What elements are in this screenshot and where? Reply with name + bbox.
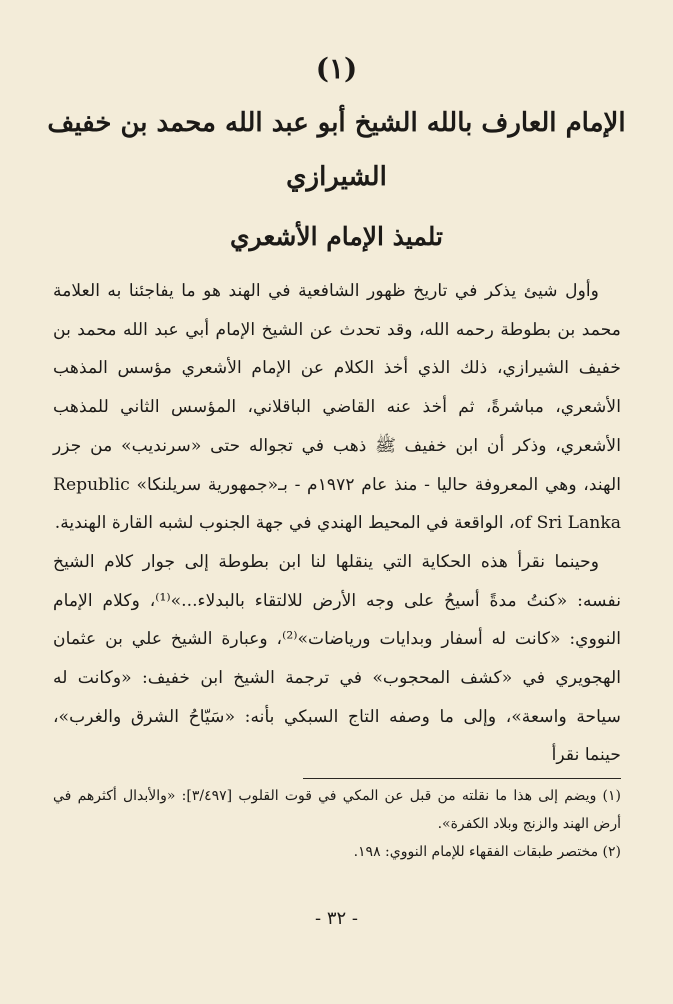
paragraph: وحينما نقرأ هذه الحكاية التي ينقلها لنا ابن بطوطة إلى جوار كلام الشيخ نفسه: «كنتُ مدةً أسيحُ على وجه الأرض للالتقاء بالبدلاء...»⁽¹⁾، وكلام الإمام النووي: «كانت له أسفار وبدايات ورياضات»⁽²⁾، وعبارة الشيخ علي بن عثمان الهجويري في «كشف المحجوب» في ترجمة الشيخ ابن خفيف: «وكانت له سياحة واسعة»، وإلى ما وصفه التاج السبكي بأنه: «سَيّاحُ الشرق والغرب»، حينما نقرأ <box>53 551 622 766</box>
body-text <box>53 272 621 775</box>
page-number: - ٣٢ - <box>315 908 358 929</box>
page-title-line-1: الإمام العارف بالله الشيخ أبو عبد الله محمد بن خفيف <box>47 108 626 138</box>
paragraph: وأول شيئ يذكر في تاريخ ظهور الشافعية في الهند هو ما يفاجئنا به العلامة محمد بن بطوطة رحمه الله، وقد تحدث عن الشيخ الإمام أبي عبد الله محمد بن خفيف الشيرازي، ذلك الذي أخذ الكلام عن الإمام الأشعري مؤسس المذهب الأشعري، مباشرةً، ثم أخذ عنه القاضي الباقلاني، المؤسس الثاني للمذهب الأشعري، وذكر أن ابن خفيف ﷺ ذهب في تجواله حتى «سرنديب» من جزر الهند، وهي المعروفة حاليا - منذ عام ١٩٧٢م - بـ«جمهورية سريلنكا» Republic of Sri Lanka، الواقعة في المحيط الهندي في جهة الجنوب لشبه القارة الهندية. <box>53 281 621 534</box>
footnote: (٢) مختصر طبقات الفقهاء للإمام النووي: ١٩٨. <box>353 844 621 860</box>
page-title-line-2: الشيرازي <box>286 162 387 192</box>
page-subtitle: تلميذ الإمام الأشعري <box>229 222 444 251</box>
chapter-number: (١) <box>315 52 358 85</box>
footnote-divider <box>303 778 621 779</box>
footnotes <box>53 782 621 866</box>
footnote: (١) ويضم إلى هذا ما نقلته من قبل عن المكي في قوت القلوب [٣/٤٩٧]: «والأبدال أكثرهم في أرض الهند والزنج وبلاد الكفرة». <box>53 788 622 832</box>
